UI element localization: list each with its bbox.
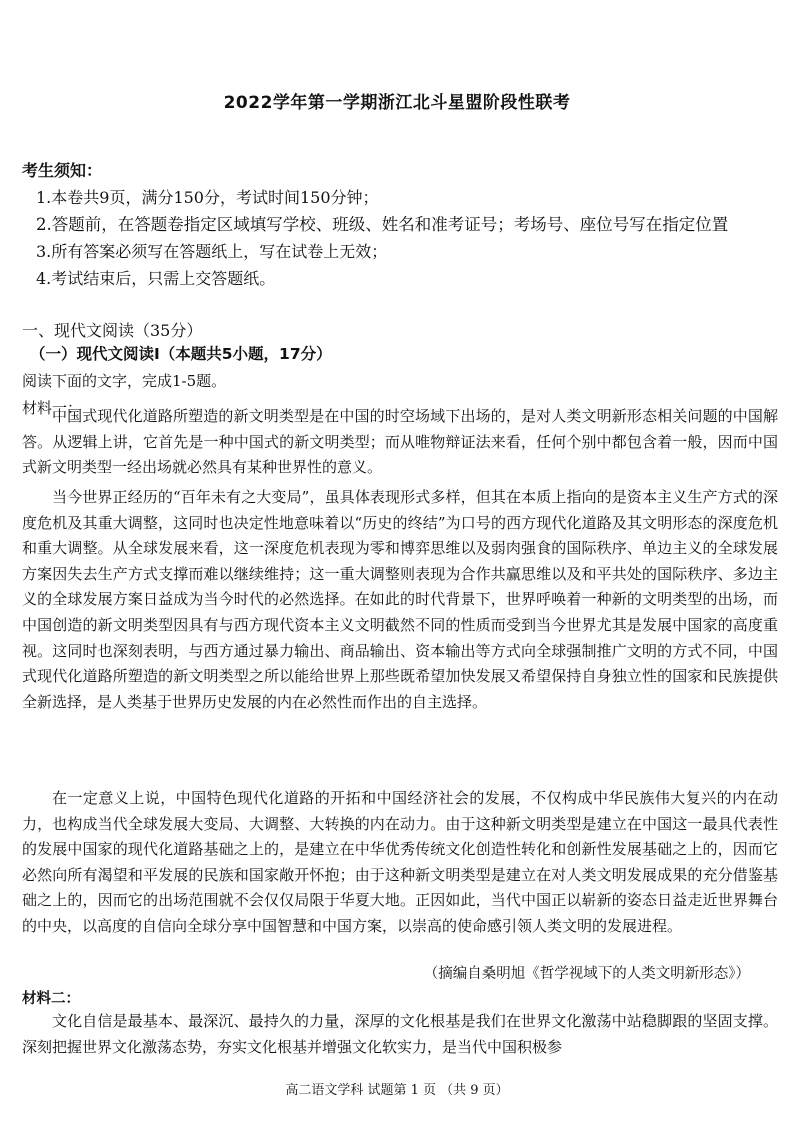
subsection-heading: （一）现代文阅读Ⅰ（本题共5小题，17分）: [30, 345, 332, 363]
paragraph-text: 在一定意义上说，中国特色现代化道路的开拓和中国经济社会的发展，不仅构成中华民族伟大复兴的内在动力，也构成当代全球发展大变局、大调整、大转换的内在动力。由于这种新文明类型是建立在中国这一最具代表性的发展中国家的现代化道路基础之上的，是建立在中华优秀传统文化创造性转化和创新性发展基础之上的，因而它必然向所有渴望和平发展的民族和国家敞开怀抱；由于这种新文明类型是建立在对人类文明发展成果的充分借鉴基础之上的，因而它的出场范围就不会仅仅局限于华夏大地。正因如此，当代中国正以崭新的姿态日益走近世界舞台的中央，以高度的自信向全球分享中国智慧和中国方案，以崇高的使命感引领人类文明的发展进程。: [22, 789, 778, 935]
material-one-heading: 材料一：: [22, 399, 83, 417]
paragraph-text: 中国式现代化道路所塑造的新文明类型是在中国的时空场域下出场的，是对人类文明新形态相关问题的中国解答。从逻辑上讲，它首先是一种中国式的新文明类型；而从唯物辩证法来看，任何个别中都包含着一般，因而中国式新文明类型一经出场就必然具有某种世界性的意义。: [22, 407, 778, 477]
section-heading: 一、现代文阅读（35分）: [22, 321, 203, 340]
material-two-paragraph: [22, 1009, 778, 1060]
notice-item: 1.本卷共9页，满分150分，考试时间150分钟；: [36, 188, 379, 207]
notice-item: 4.考试结束后，只需上交答题纸。: [36, 269, 276, 288]
paragraph-text: 文化自信是最基本、最深沉、最持久的力量，深厚的文化根基是我们在世界文化激荡中站稳脚跟的坚固支撑。深刻把握世界文化激荡态势，夯实文化根基并增强文化软实力，是当代中国积极参: [22, 1012, 778, 1056]
exam-title: 2022学年第一学期浙江北斗星盟阶段性联考: [223, 93, 571, 113]
reading-instruction: 阅读下面的文字，完成1-5题。: [22, 372, 227, 390]
paragraph-text: 当今世界正经历的“百年未有之大变局”，虽具体表现形式多样，但其在本质上指向的是资本主义生产方式的深度危机及其重大调整，这同时也决定性地意味着以“历史的终结”为口号的西方现代化道路及其文明形态的深度危机和重大调整。从全球发展来看，这一深度危机表现为零和博弈思维以及弱肉强食的国际秩序、单边主义的全球发展方案因失去生产方式支撑而难以继续维持；这一重大调整则表现为合作共赢思维以及和平共处的国际秩序、多边主义的全球发展方案日益成为当今时代的必然选择。在如此的时代背景下，世界呼唤着一种新的文明类型的出场，而中国创造的新文明类型因具有与西方现代资本主义文明截然不同的性质而受到当今世界尤其是发展中国家的高度重视。这同时也深刻表明，与西方通过暴力输出、商品输出、资本输出等方式向全球强制推广文明的方式不同，中国式现代化道路所塑造的新文明类型之所以能给世界上那些既希望加快发展又希望保持自身独立性的国家和民族提供全新选择，是人类基于世界历史发展的内在必然性而作出的自主选择。: [22, 488, 778, 711]
notice-item: 2.答题前，在答题卷指定区域填写学校、班级、姓名和准考证号；考场号、座位号写在指定位置: [36, 215, 729, 234]
material-one-source: （摘编自桑明旭《哲学视域下的人类文明新形态》）: [423, 966, 750, 982]
material-two-heading: 材料二：: [22, 991, 80, 1007]
notice-item: 3.所有答案必须写在答题纸上，写在试卷上无效；: [36, 242, 388, 261]
notice-list: [36, 184, 792, 292]
material-one-paragraph-2: [22, 485, 778, 715]
material-one-paragraph-1: [22, 404, 778, 481]
page-footer: 高二语文学科 试题第 1 页 （共 9 页）: [285, 1083, 509, 1098]
material-one-paragraph-3: [22, 786, 778, 940]
notice-heading: 考生须知：: [22, 161, 103, 180]
